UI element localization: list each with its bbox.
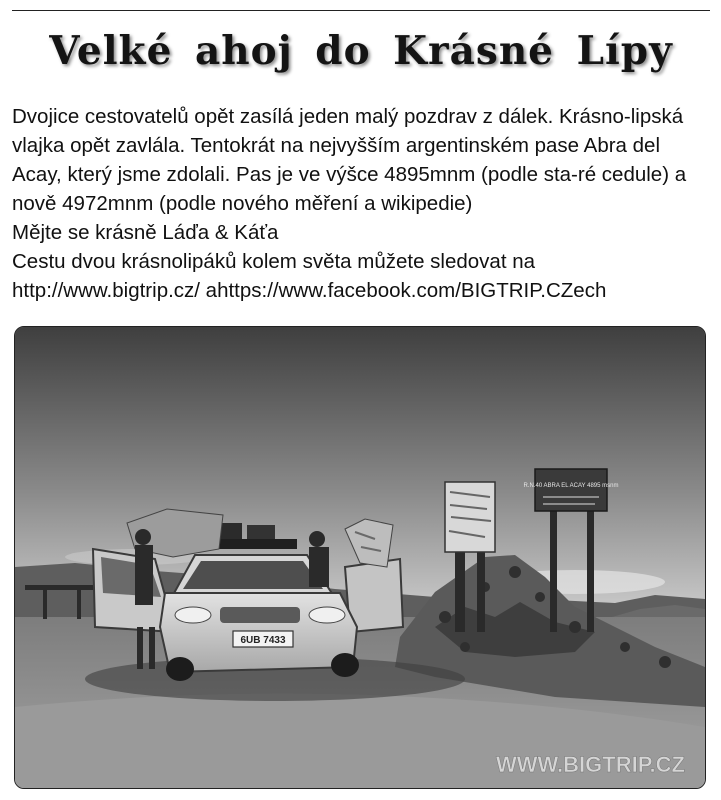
photo-license-plate: 6UB 7433 (240, 635, 286, 646)
article-paragraph-greeting: Mějte se krásně Láďa & Káťa (12, 221, 279, 244)
photo-sign-text: R.N.40 ABRA EL ACAY 4895 msnm (523, 483, 619, 489)
article-paragraph-intro: Dvojice cestovatelů opět zasílá jeden malý pozdrav z dálek. Krásno-lipská vlajka opět zavlála. Tentokrát na nejvyšším argentinském pase Abra del Acay, který jsme zdolali. Pas je ve výšce 4895mnm (podle sta-ré cedule) a nově 4972mnm (podle nového měření a wikipedie) (12, 105, 687, 215)
top-rule (12, 10, 710, 11)
article-photo (14, 326, 706, 789)
headline: Velké ahoj do Krásné Lípy (49, 28, 673, 74)
article-paragraph-links: Cestu dvou krásnolipáků kolem světa můžete sledovat na http://www.bigtrip.cz/ ahttps://www.facebook.com/BIGTRIP.CZech (12, 250, 607, 302)
photo-illustration (15, 327, 705, 788)
article-body (12, 102, 710, 305)
photo-watermark: WWW.BIGTRIP.CZ (495, 752, 685, 777)
